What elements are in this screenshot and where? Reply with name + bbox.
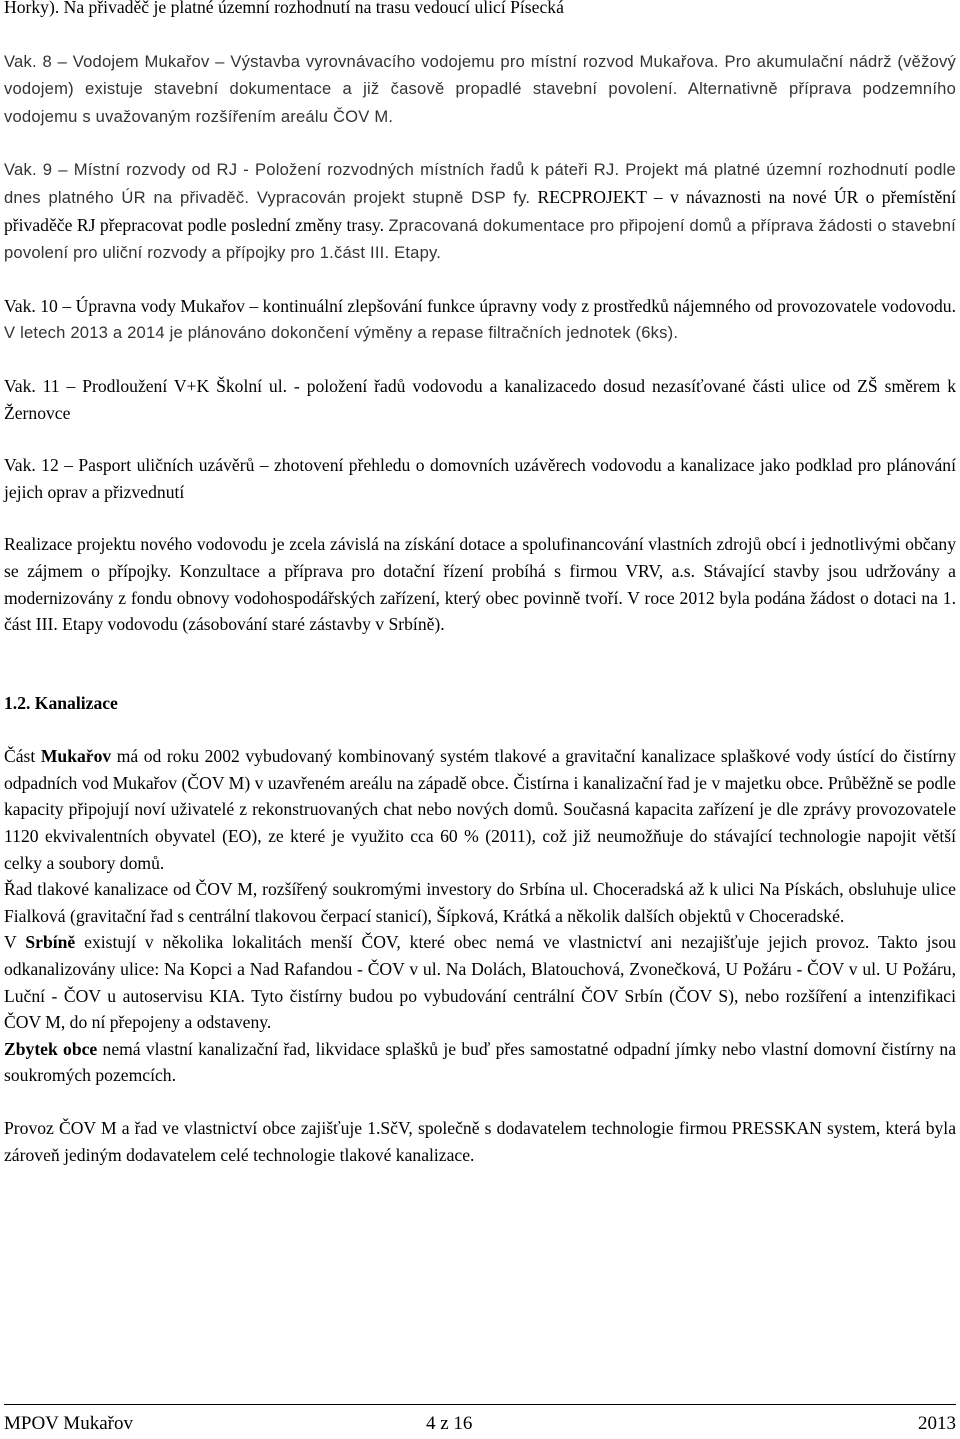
footer-page-number: 4 z 16 bbox=[426, 1413, 473, 1434]
paragraph-intro-text: Horky). Na přivaděč je platné územní rozhodnutí na trasu vedoucí ulicí Písecká bbox=[4, 0, 564, 17]
section-heading: 1.2. Kanalizace bbox=[4, 692, 118, 713]
paragraph-zbytek-bold: Zbytek obce bbox=[4, 1038, 98, 1059]
paragraph-vak9-text-a: Vak. 9 – Místní rozvody od RJ - Položení rozvodných místních řadů k páteři RJ. Projekt má platné územní rozhodnutí podle dnes platného ÚR na přivaděč. Vypracován projekt stupně DSP fy. bbox=[4, 160, 956, 207]
paragraph-intro bbox=[4, 0, 956, 21]
paragraph-zbytek-post: nemá vlastní kanalizační řad, likvidace splašků je buď přes samostatné odpadní jímky nebo vlastní domovní čistírny na soukromých pozemcích. bbox=[4, 1038, 957, 1086]
paragraph-vak11-text: Vak. 11 – Prodloužení V+K Školní ul. - položení řadů vodovodu a kanalizacedo dosud nezasíťované části ulice od ZŠ směrem k Žernovce bbox=[4, 375, 956, 423]
paragraph-srbin bbox=[4, 929, 956, 1035]
paragraph-vak10-text-b: V letech 2013 a 2014 je plánováno dokončení výměny a repase filtračních jednotek (6ks). bbox=[4, 323, 679, 343]
paragraph-vak9-text-b: RECPROJEKT – v návaznosti na nové ÚR o přemístění přivaděče RJ přepracovat podle poslední změny trasy. bbox=[4, 186, 956, 235]
paragraph-realizace bbox=[4, 531, 956, 637]
paragraph-vak11 bbox=[4, 373, 956, 426]
paragraph-tlakova bbox=[4, 876, 956, 929]
paragraph-mukarov-pre: Část bbox=[4, 746, 41, 767]
paragraph-vak12-text: Vak. 12 – Pasport uličních uzávěrů – zhotovení přehledu o domovních uzávěrech vodovodu a kanalizace jako podklad pro plánování jejich oprav a přizvednutí bbox=[4, 455, 956, 502]
paragraph-vak9-text-c: Zpracovaná dokumentace pro připojení domů a příprava žádosti o stavební povolení pro uliční rozvody a přípojky pro 1.část III. Etapy. bbox=[4, 215, 956, 263]
paragraph-vak10-text-a: Vak. 10 – Úpravna vody Mukařov – kontinuální zlepšování funkce úpravny vody z prostředků nájemného od provozovatele vodovodu. bbox=[4, 295, 956, 316]
footer-year: 2013 bbox=[918, 1413, 956, 1434]
footer-document-name: MPOV Mukařov bbox=[4, 1413, 133, 1434]
paragraph-vak9 bbox=[4, 156, 956, 266]
paragraph-mukarov bbox=[4, 743, 956, 876]
paragraph-tlakova-text: Řad tlakové kanalizace od ČOV M, rozšířený soukromými investory do Srbína ul. Choceradská až k ulici Na Pískách, obsluhuje ulice Fialková (gravitační řad s centrální tlakovou čerpací stanicí), Šípková, Krátká a několik dalších objektů v Choceradské. bbox=[4, 879, 956, 926]
paragraph-realizace-text: Realizace projektu nového vodovodu je zcela závislá na získání dotace a spolufinancování vlastních zdrojů obcí i jednotlivými občany se zájmem o přípojky. Konzultace a příprava pro dotační řízení probíhá s firmou VRV, a.s. Stávající stavby jsou udržovány a modernizovány z fondu obnovy vodohospodářských zařízení, který obec povinně tvoří. V roce 2012 byla podána žádost o dotaci na 1. část III. Etapy vodovodu (zásobování staré zástavby v Srbíně). bbox=[4, 534, 956, 635]
paragraph-srbin-bold: Srbíně bbox=[25, 932, 76, 953]
paragraph-vak8 bbox=[4, 48, 956, 131]
paragraph-srbin-pre: V bbox=[4, 932, 26, 953]
paragraph-mukarov-post: má od roku 2002 vybudovaný kombinovaný systém tlakové a gravitační kanalizace splaškové vody ústící do čistírny odpadních vod Mukařov (ČOV M) v uzavřeném areálu na západě obce. Čistírna i kanalizační řad je v majetku obce. Průběžně se podle kapacity připojují noví uživatelé z rekonstruovaných chat nebo nových domů. Současná kapacita zařízení je dle zprávy provozovatele 1120 ekvivalentních obyvatel (EO), ze které je využito cca 60 % (2011), což již neumožňuje do stávající technologie napojit větší celky a soubory domů. bbox=[4, 746, 956, 873]
paragraph-zbytek bbox=[4, 1036, 956, 1089]
paragraph-mukarov-bold: Mukařov bbox=[40, 746, 112, 767]
page-footer bbox=[4, 1404, 956, 1437]
paragraph-vak10 bbox=[4, 293, 956, 347]
paragraph-srbin-post: existují v několika lokalitách menší ČOV, které obec nemá ve vlastnictví ani nezajišťuje jejich provoz. Takto jsou odkanalizovány ulice: Na Kopci a Nad Rafandou - ČOV v ul. Na Dolách, Blatouchová, Zvonečková, U Požáru - ČOV v ul. U Požáru, Luční - ČOV u autoservisu KIA. Tyto čistírny budou po vybudování centrální ČOV Srbín (ČOV S), nebo rozšíření a intenzifikaci ČOV M, do ní přepojeny a odstaveny. bbox=[4, 932, 956, 1033]
paragraph-provoz bbox=[4, 1115, 956, 1168]
paragraph-vak8-text: Vak. 8 – Vodojem Mukařov – Výstavba vyrovnávacího vodojemu pro místní rozvod Mukařova. Pro akumulační nádrž (věžový vodojem) existuje stavební dokumentace a již časově propadlé stavební povolení. Alternativně příprava podzemního vodojemu s uvažovaným rozšířením areálu ČOV M. bbox=[4, 51, 956, 126]
document-body bbox=[4, 0, 956, 1168]
paragraph-provoz-text: Provoz ČOV M a řad ve vlastnictví obce zajišťuje 1.SčV, společně s dodavatelem technologie firmou PRESSKAN system, která byla zároveň jediným dodavatelem celé technologie tlakové kanalizace. bbox=[4, 1118, 956, 1165]
paragraph-vak12 bbox=[4, 452, 956, 505]
